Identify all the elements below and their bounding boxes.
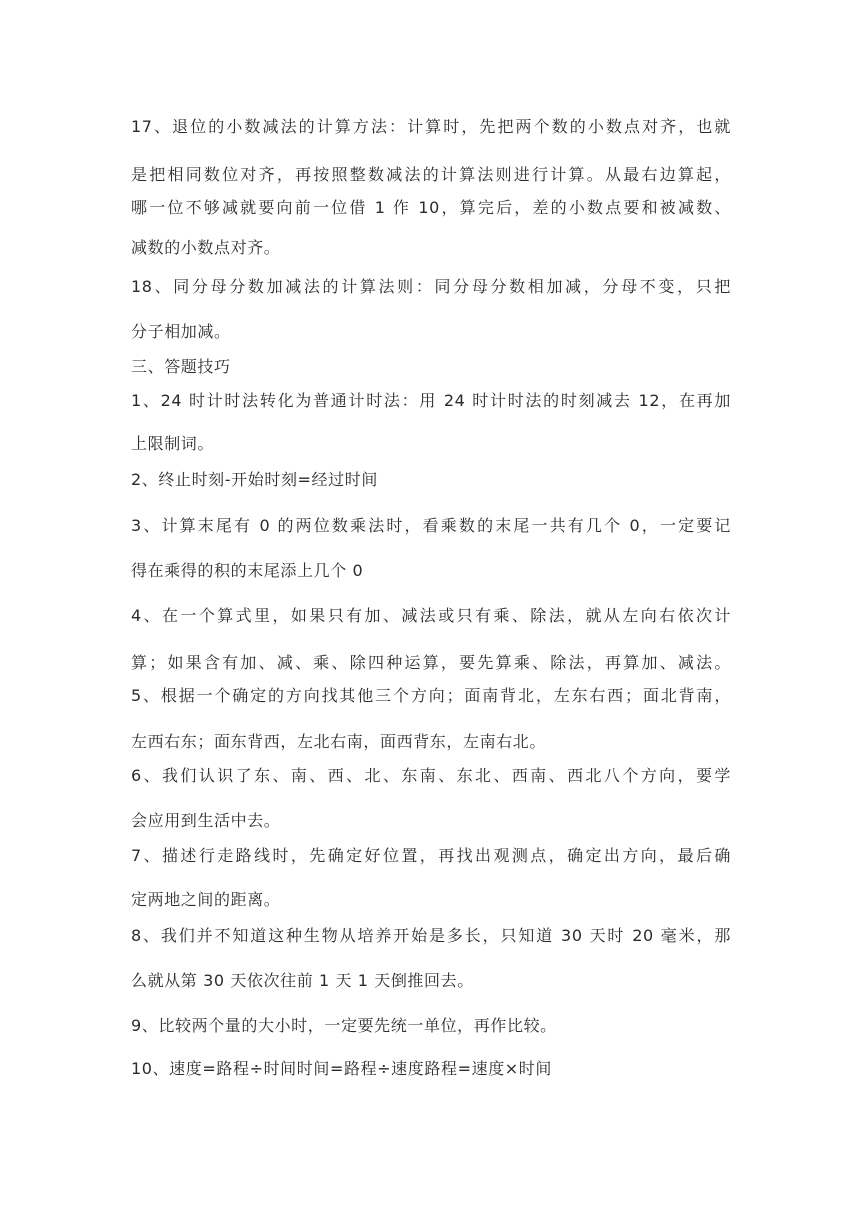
text-line: 减数的小数点对齐。 <box>131 238 281 257</box>
text-line: 哪一位不够减就要向前一位借 1 作 10，算完后，差的小数点要和被减数、 <box>131 198 731 217</box>
text-line: 5、根据一个确定的方向找其他三个方向；面南背北，左东右西；面北背南， <box>131 686 731 705</box>
text-line: 8、我们并不知道这种生物从培养开始是多长，只知道 30 天时 20 毫米，那 <box>131 926 731 945</box>
text-line: 3、计算末尾有 0 的两位数乘法时，看乘数的末尾一共有几个 0，一定要记 <box>131 516 731 535</box>
text-line: 6、我们认识了东、南、西、北、东南、东北、西南、西北八个方向，要学 <box>131 766 731 785</box>
text-line: 分子相加减。 <box>131 322 231 341</box>
text-line: 上限制词。 <box>131 434 215 453</box>
text-line: 算；如果含有加、减、乘、除四种运算，要先算乘、除法，再算加、减法。 <box>131 653 731 672</box>
text-line: 2、终止时刻-开始时刻=经过时间 <box>131 470 378 489</box>
text-line: 7、描述行走路线时，先确定好位置，再找出观测点，确定出方向，最后确 <box>131 846 731 865</box>
text-line: 10、速度=路程÷时间时间=路程÷速度路程=速度×时间 <box>131 1059 552 1078</box>
text-line: 是把相同数位对齐，再按照整数减法的计算法则进行计算。从最右边算起， <box>131 165 731 184</box>
text-line: 4、在一个算式里，如果只有加、减法或只有乘、除法，就从左向右依次计 <box>131 606 731 625</box>
text-line: 17、退位的小数减法的计算方法：计算时，先把两个数的小数点对齐，也就 <box>131 117 731 136</box>
text-line: 9、比较两个量的大小时，一定要先统一单位，再作比较。 <box>131 1016 557 1035</box>
text-line: 左西右东；面东背西，左北右南，面西背东，左南右北。 <box>131 732 547 751</box>
text-line: 1、24 时计时法转化为普通计时法：用 24 时计时法的时刻减去 12，在再加 <box>131 391 731 410</box>
text-line: 会应用到生活中去。 <box>131 811 281 830</box>
text-line: 得在乘得的积的末尾添上几个 0 <box>131 561 364 580</box>
text-line: 么就从第 30 天依次往前 1 天 1 天倒推回去。 <box>131 971 474 990</box>
text-line: 定两地之间的距离。 <box>131 890 281 909</box>
section-heading: 三、答题技巧 <box>131 357 231 376</box>
text-line: 18、同分母分数加减法的计算法则：同分母分数相加减，分母不变，只把 <box>131 277 731 296</box>
